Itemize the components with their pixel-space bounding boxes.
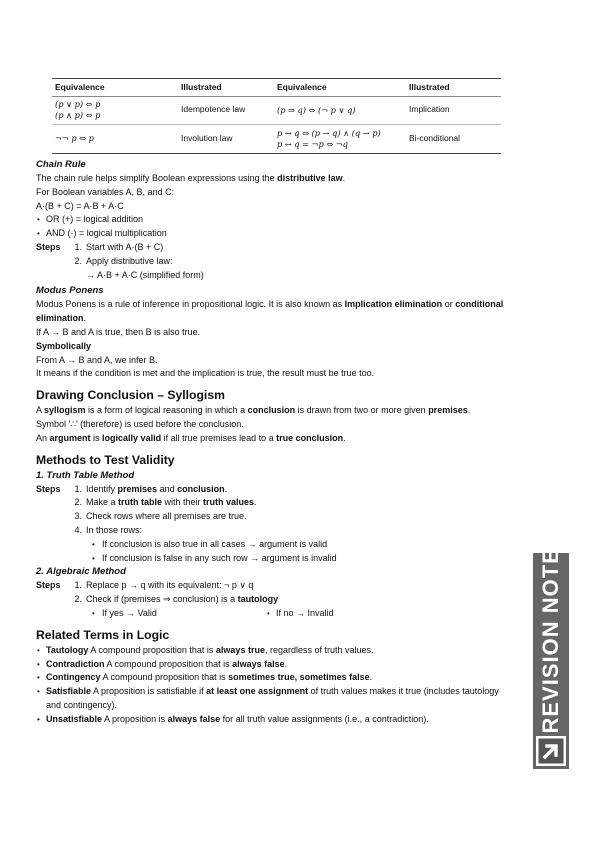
equivalence-formula: (p ∧ p) ⇔ p (55, 110, 101, 121)
table-row (52, 125, 283, 153)
chain-rule-vars: For Boolean variables A, B, and C: (36, 186, 175, 197)
step-text: Replace p → q with its equivalent: ¬ p ∨ q (86, 580, 254, 591)
chain-rule-formula: A·(B + C) = A·B + A·C (36, 200, 124, 211)
equivalence-formula: p ↔ q = ¬p ⇔ ¬q (277, 138, 348, 149)
law-name: Bi-conditional (409, 132, 461, 143)
step-text: Apply distributive law: (86, 255, 173, 266)
syllogism-definition: A syllogism is a form of logical reasoning in which a conclusion is drawn from two or more given premises. (36, 405, 471, 416)
table-row (52, 97, 283, 125)
step-text: Check if (premises ⇒ conclusion) is a tautology (86, 594, 279, 605)
steps-label: Steps (36, 241, 61, 252)
methods-title: Methods to Test Validity (36, 452, 175, 467)
equivalence-table-right (274, 78, 501, 154)
chain-rule-step-2 (36, 255, 516, 269)
step-number: 2. (74, 594, 82, 605)
step-number: 1. (74, 483, 82, 494)
related-terms-title: Related Terms in Logic (36, 627, 170, 642)
chain-rule-section (36, 158, 516, 282)
list-item: • If yes → Valid (36, 607, 266, 621)
list-item: • Contingency A compound proposition that is sometimes true, sometimes false. (36, 671, 516, 685)
equivalence-table-left (52, 78, 283, 154)
algebraic-step-2 (36, 593, 516, 607)
chain-rule-title: Chain Rule (36, 159, 86, 170)
revision-notes-tab (533, 532, 569, 769)
therefore-symbol-note: Symbol '∴' (therefore) is used before the conclusion. (36, 418, 244, 429)
step-text: Make a truth table with their truth values. (86, 497, 257, 508)
table-row (274, 125, 501, 153)
header-equivalence: Equivalence (55, 82, 105, 92)
step-text: Start with A·(B + C) (86, 241, 164, 252)
step-text: Identify premises and conclusion. (86, 483, 228, 494)
modus-ponens-symbolic: From A → B and A, we infer B. (36, 354, 158, 365)
list-item: • Unsatisfiable A proposition is always false for all truth value assignments (i.e., a contradiction). (36, 713, 516, 727)
symbolically-label: Symbolically (36, 340, 92, 351)
modus-ponens-section (36, 284, 516, 381)
equivalence-formula: ¬¬ p ⇔ p (55, 133, 94, 144)
header-equivalence: Equivalence (277, 82, 327, 92)
steps-label: Steps (36, 483, 61, 494)
argument-validity: An argument is logically valid if all true premises lead to a true conclusion. (36, 432, 346, 443)
step-text: Check rows where all premises are true. (86, 511, 247, 522)
arrow-icon (536, 736, 566, 766)
truth-table-step-2 (36, 496, 516, 510)
modus-ponens-definition: Modus Ponens is a rule of inference in propositional logic. It is also known as Implication elimination or conditional elimination. (36, 299, 504, 324)
algebraic-step-1 (36, 579, 516, 593)
truth-table-step-3 (36, 510, 516, 524)
revision-notes-label: REVISION NOTES (538, 532, 563, 734)
table-header (52, 79, 283, 97)
equivalence-formula: (p ⇒ q) ⇔ (¬ p ∨ q) (277, 104, 356, 115)
table-row (274, 97, 501, 125)
step-text: In those rows: (86, 524, 143, 535)
list-item: • Contradiction A compound proposition that is always false. (36, 658, 516, 672)
equivalence-formula: (p ∨ p) ⇔ p (55, 99, 101, 110)
truth-table-step-4 (36, 524, 516, 538)
step-number: 1. (74, 580, 82, 591)
law-name: Idempotence law (181, 104, 246, 115)
step-number: 1. (74, 241, 82, 252)
modus-ponens-rule: If A → B and A is true, then B is also true. (36, 326, 201, 337)
law-name: Involution law (181, 132, 233, 143)
step-number: 2. (74, 255, 82, 266)
drawing-conclusion-title: Drawing Conclusion – Syllogism (36, 388, 225, 403)
list-item: • Satisfiable A proposition is satisfiable if at least one assignment of truth values makes it true (includes tautology and contingency). (36, 685, 516, 713)
step-result: → A·B + A·C (simplified form) (86, 269, 204, 280)
law-name: Implication (409, 104, 450, 115)
list-item: • If conclusion is false in any such row → argument is invalid (36, 552, 516, 566)
equivalence-formula: p ↔ q ⇔ (p → q) ∧ (q → p) (277, 127, 381, 138)
header-illustrated: Illustrated (409, 82, 450, 92)
table-header (274, 79, 501, 97)
drawing-conclusion-section (36, 387, 516, 445)
modus-ponens-meaning: It means if the condition is met and the implication is true, the result must be true too. (36, 368, 375, 379)
truth-table-step-1 (36, 483, 516, 497)
main-text (36, 158, 516, 727)
algebraic-method-title: 2. Algebraic Method (36, 566, 126, 578)
header-illustrated: Illustrated (181, 82, 222, 92)
list-item: • Tautology A compound proposition that is always true, regardless of truth values. (36, 644, 516, 658)
chain-rule-step-1 (36, 241, 516, 255)
truth-table-method-title: 1. Truth Table Method (36, 469, 135, 481)
step-number: 2. (74, 497, 82, 508)
chain-rule-intro: The chain rule helps simplify Boolean expressions using the distributive law. (36, 173, 346, 183)
list-item: • AND (·) = logical multiplication (36, 227, 516, 241)
list-item: • OR (+) = logical addition (36, 213, 516, 227)
list-item: • If conclusion is also true in all cases → argument is valid (36, 538, 516, 552)
step-number: 4. (74, 524, 82, 535)
steps-label: Steps (36, 580, 61, 591)
methods-section (36, 452, 516, 621)
modus-ponens-title: Modus Ponens (36, 285, 104, 297)
algebraic-outcomes (36, 607, 516, 621)
related-terms-section (36, 627, 516, 727)
list-item: • If no → Invalid (266, 607, 334, 621)
step-number: 3. (74, 511, 82, 522)
